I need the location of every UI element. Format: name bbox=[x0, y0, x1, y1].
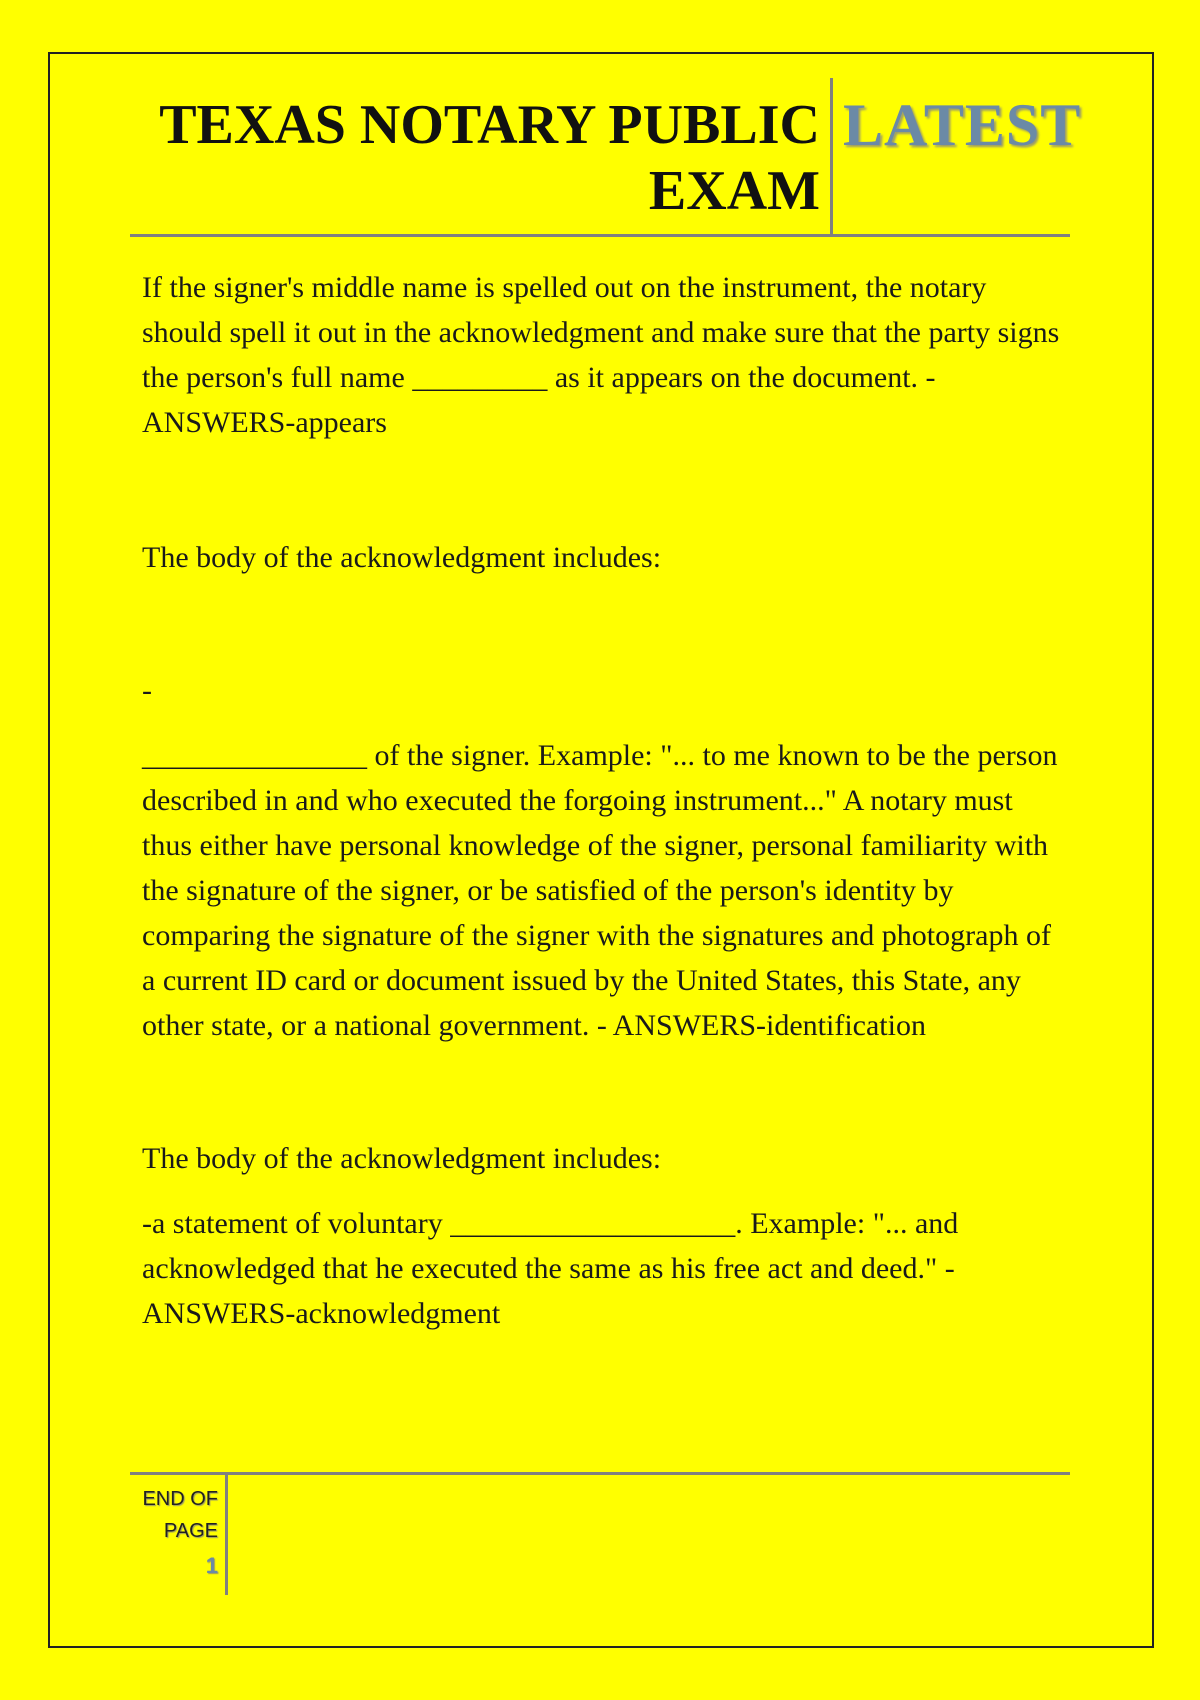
question-paragraph-2: _______________ of the signer. Example: "... to me known to be the person described in and who executed the forgoing instrument..." A notary must thus either have personal knowledge of the signer, personal familiarity with the signature of the signer, or be satisfied of the person's identity by comparing the signature of the signer with the signatures and photograph of a current ID card or document issued by the United States, this State, any other state, or a national government. - ANSWERS-identification bbox=[142, 739, 1058, 1042]
page-header bbox=[130, 78, 1082, 237]
end-of-page-label bbox=[130, 1483, 218, 1547]
document-body bbox=[142, 265, 1062, 1336]
latest-badge: LATEST bbox=[843, 92, 1082, 158]
header-divider bbox=[830, 78, 833, 234]
end-of-page-line-1: END OF bbox=[142, 1488, 218, 1510]
document-title-line-1: TEXAS NOTARY PUBLIC bbox=[159, 94, 820, 156]
dash-line: - bbox=[142, 674, 152, 707]
question-paragraph-3: -a statement of voluntary ___________________. Example: "... and acknowledged that he executed the same as his free act and deed." - ANSWERS-acknowledgment bbox=[142, 1207, 959, 1330]
document-title-line-2: EXAM bbox=[648, 160, 820, 222]
question-paragraph-1: If the signer's middle name is spelled out on the instrument, the notary should spell it out in the acknowledgment and make sure that the party signs the person's full name _________ as it appears on the document. - ANSWERS-appears bbox=[142, 271, 1060, 439]
page-number: 1 bbox=[205, 1553, 218, 1578]
question-heading-2: The body of the acknowledgment includes: bbox=[142, 541, 662, 574]
end-of-page-line-2: PAGE bbox=[163, 1520, 218, 1542]
page-footer bbox=[130, 1472, 1070, 1595]
question-heading-3: The body of the acknowledgment includes: bbox=[142, 1142, 662, 1175]
footer-divider bbox=[225, 1475, 228, 1595]
document-title bbox=[130, 92, 820, 224]
